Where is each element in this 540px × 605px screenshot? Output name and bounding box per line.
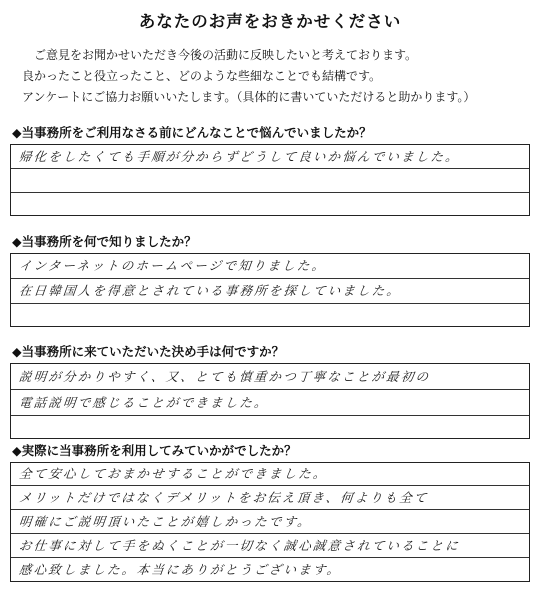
intro-text bbox=[22, 45, 532, 108]
intro-line: ご意見をお聞かせいただき今後の活動に反映したいと考えております。 bbox=[34, 48, 418, 62]
handwritten-answer: メリットだけではなくデメリットをお伝え頂き、何よりも全て bbox=[18, 490, 430, 505]
question-1-heading: ◆当事務所をご利用なさる前にどんなことで悩んでいましたか？ bbox=[12, 125, 372, 140]
question-section-3 bbox=[10, 343, 530, 439]
answer-line bbox=[11, 416, 529, 438]
question-2-heading: ◆当事務所を何で知りましたか？ bbox=[12, 234, 197, 249]
handwritten-answer: インターネットのホームページで知りました。 bbox=[18, 258, 328, 273]
survey-title: あなたのお声をおきかせください bbox=[138, 12, 402, 31]
answer-line bbox=[11, 463, 529, 486]
answer-box-4 bbox=[10, 462, 530, 582]
answer-line bbox=[11, 390, 529, 416]
answer-line bbox=[11, 534, 529, 558]
question-4-heading: ◆実際に当事務所を利用してみていかがでしたか？ bbox=[12, 443, 297, 458]
intro-line: アンケートにご協力お願いいたします。（具体的に書いていただけると助かります。） bbox=[22, 90, 476, 104]
question-section-2 bbox=[10, 233, 530, 327]
handwritten-answer: 明確にご説明頂いたことが嬉しかったです。 bbox=[18, 514, 313, 529]
handwritten-answer: 在日韓国人を得意とされている事務所を探していました。 bbox=[18, 283, 403, 298]
answer-line bbox=[11, 193, 529, 215]
handwritten-answer: 感心致しました。本当にありがとうございます。 bbox=[18, 562, 343, 577]
answer-line bbox=[11, 279, 529, 304]
handwritten-answer: 説明が分かりやすく、又、とても慎重かつ丁寧なことが最初の bbox=[18, 369, 432, 384]
answer-line bbox=[11, 364, 529, 390]
answer-line bbox=[11, 510, 529, 534]
answer-box-1 bbox=[10, 144, 530, 216]
answer-line bbox=[11, 486, 529, 510]
answer-line bbox=[11, 145, 529, 169]
handwritten-answer: 全て安心しておまかせすることができました。 bbox=[18, 466, 329, 481]
question-section-1 bbox=[10, 124, 530, 216]
question-3-heading: ◆当事務所に来ていただいた決め手は何ですか？ bbox=[12, 344, 285, 359]
answer-line bbox=[11, 558, 529, 581]
answer-box-3 bbox=[10, 363, 530, 439]
answer-line bbox=[11, 169, 529, 193]
answer-line bbox=[11, 304, 529, 326]
answer-box-2 bbox=[10, 253, 530, 327]
answer-line bbox=[11, 254, 529, 279]
handwritten-answer: 帰化をしたくても手順が分からずどうして良いか悩んでいました。 bbox=[18, 149, 461, 164]
intro-line: 良かったこと役立ったこと、どのような些細なことでも結構です。 bbox=[22, 69, 382, 83]
handwritten-answer: お仕事に対して手をぬくことが一切なく誠心誠意されていることに bbox=[18, 538, 461, 553]
handwritten-answer: 電話説明で感じることができました。 bbox=[18, 395, 270, 410]
question-section-4 bbox=[10, 442, 530, 582]
